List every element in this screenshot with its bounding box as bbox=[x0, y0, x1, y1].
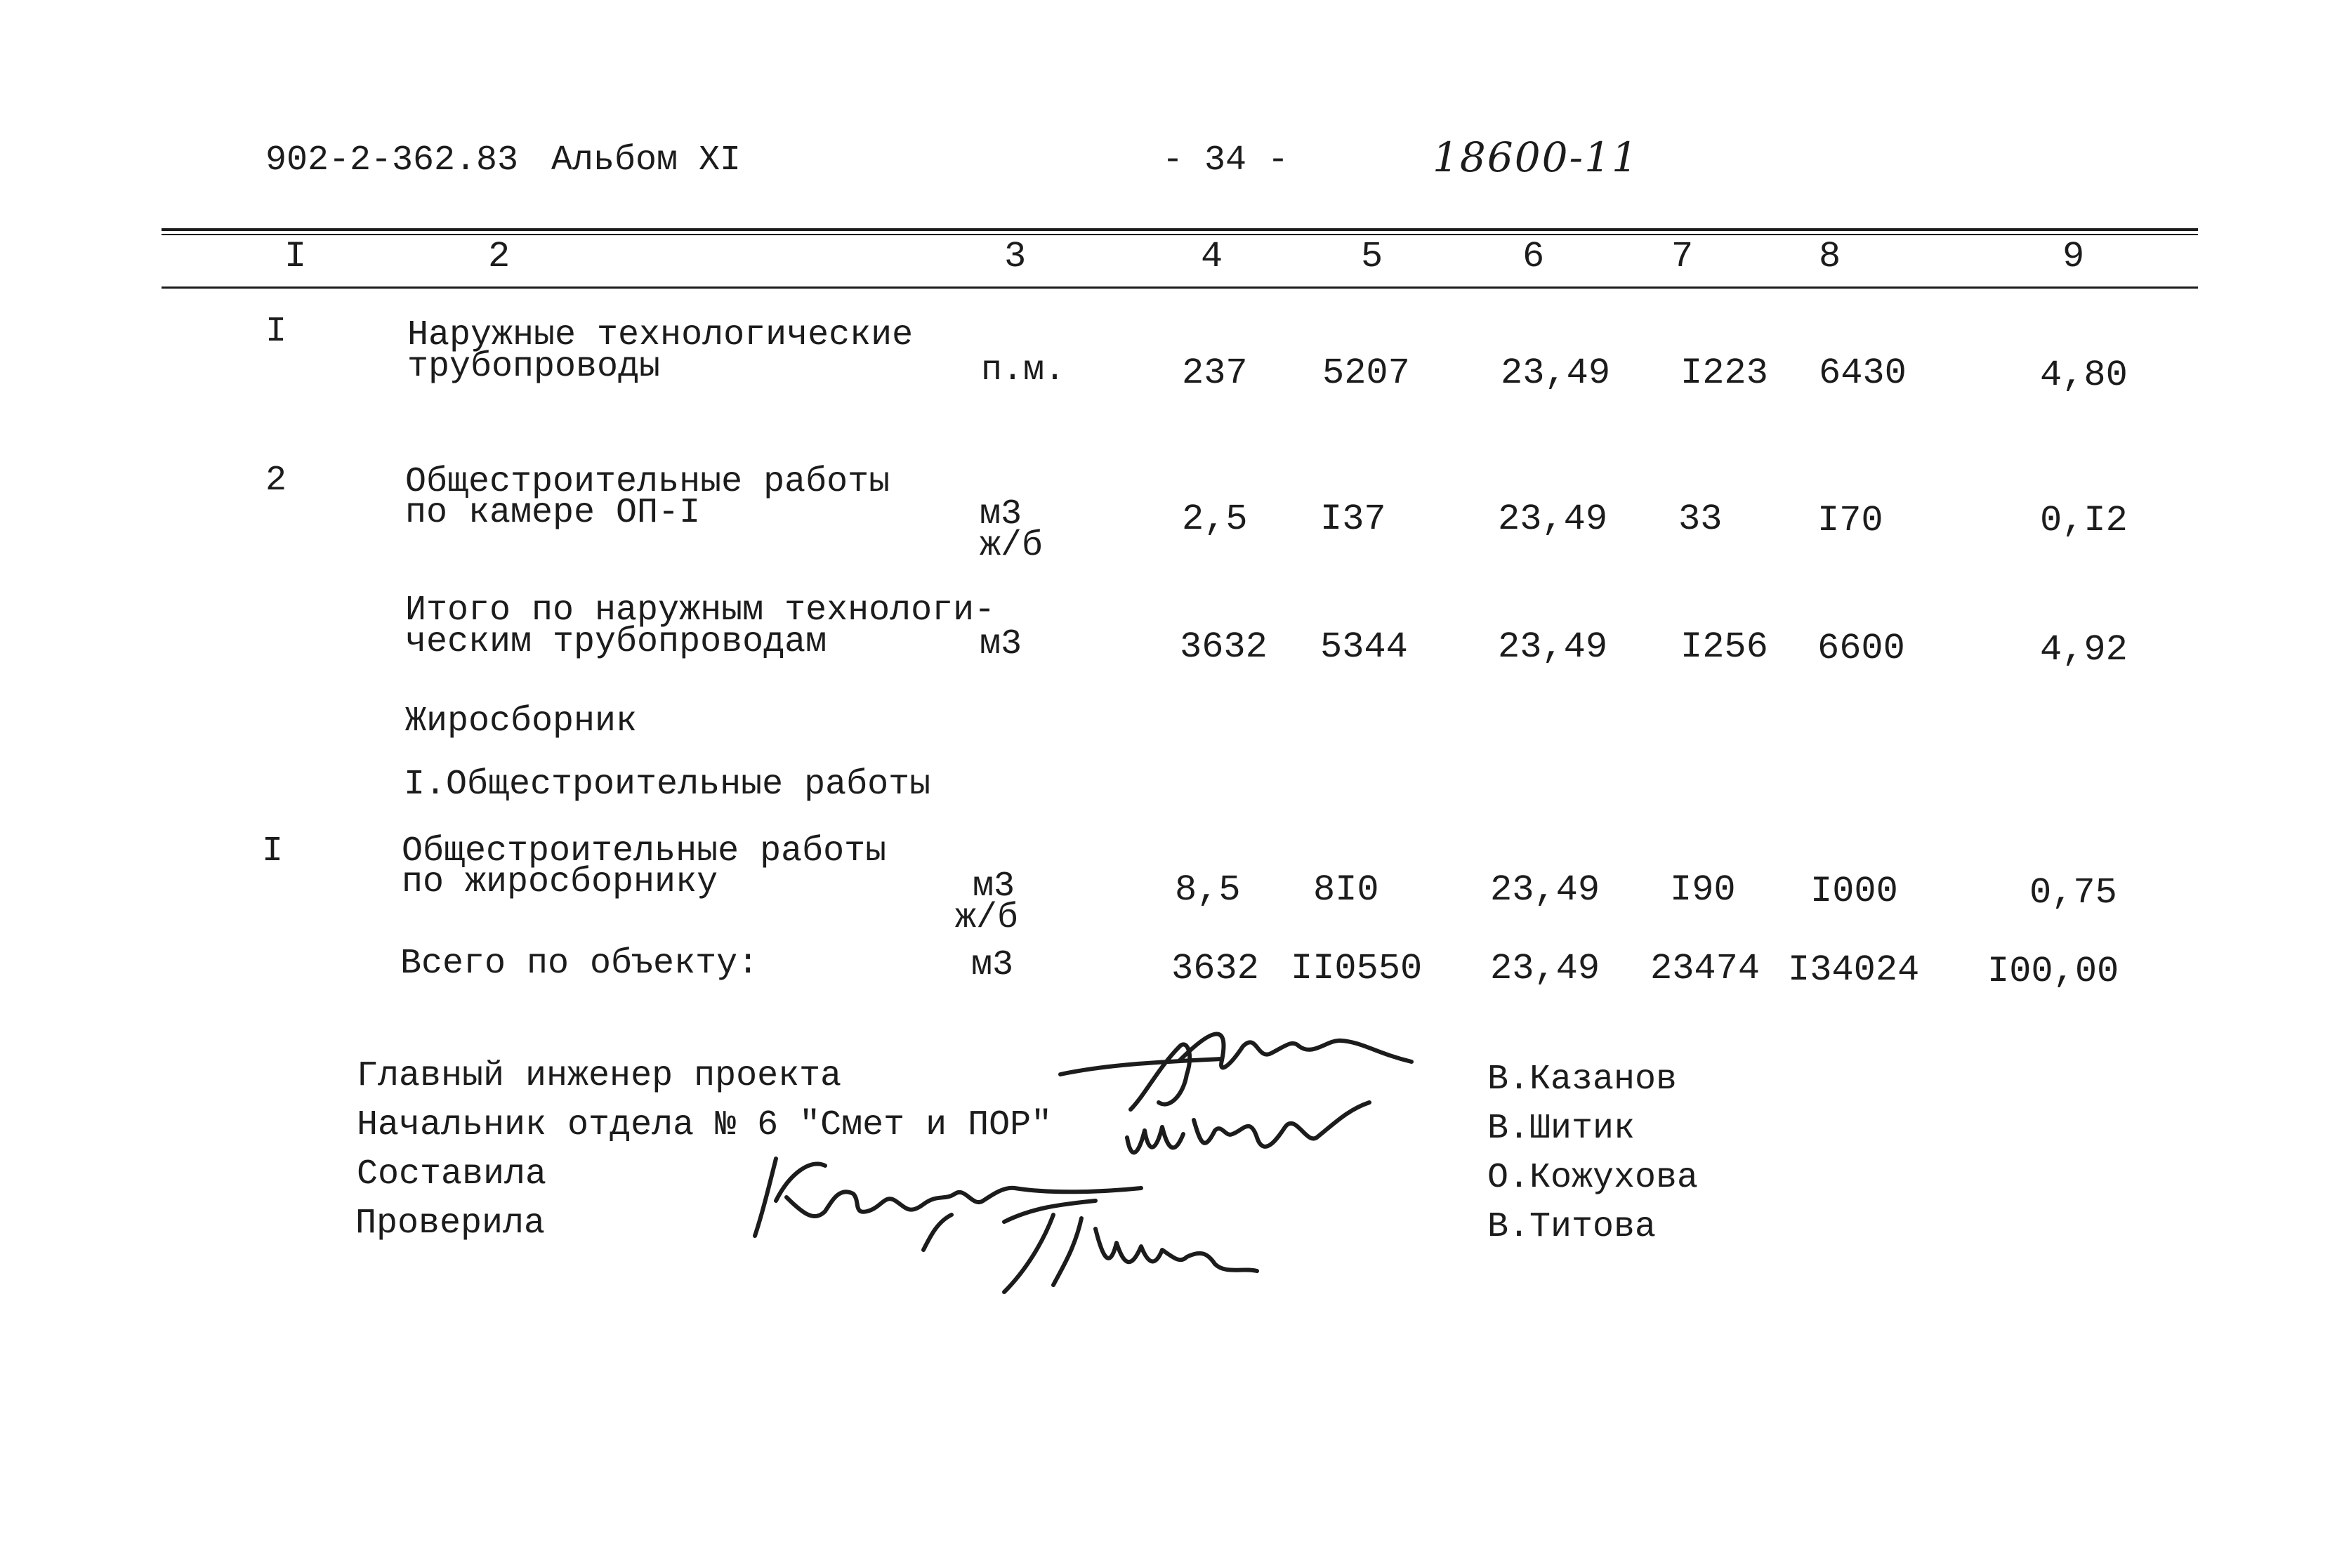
page-number: - 34 - bbox=[1162, 140, 1289, 180]
col-number-8: 8 bbox=[1819, 236, 1841, 277]
table-row-5-col9: I00,00 bbox=[1987, 951, 2119, 992]
table-row-4-col5: 8I0 bbox=[1313, 869, 1379, 911]
table-row-4-col9: 0,75 bbox=[2029, 872, 2117, 914]
col-number-1: I bbox=[284, 236, 307, 277]
table-row-4-unit-extra: ж/б bbox=[955, 898, 1019, 938]
table-row-4-name-line-1: Общестроительные работы bbox=[402, 831, 887, 871]
table-row-3-name-line-2: ческим трубопроводам bbox=[405, 622, 827, 662]
signature-role-department-head: Начальник отдела № 6 "Смет и ПОР" bbox=[357, 1105, 1053, 1145]
table-row-1-col7: I223 bbox=[1680, 353, 1768, 394]
section-title-zhirosbornik: Жиросборник bbox=[405, 701, 638, 742]
table-row-3-col8: 6600 bbox=[1817, 628, 1905, 669]
table-top-rule-thin bbox=[162, 234, 2198, 235]
table-row-4-no: I bbox=[262, 831, 284, 871]
col-number-2: 2 bbox=[488, 236, 511, 277]
section-title-obshchestroitelnye: I.Общестроительные работы bbox=[404, 765, 931, 805]
table-row-4-col7: I90 bbox=[1670, 869, 1736, 911]
table-row-4-name-line-2: по жиросборнику bbox=[402, 862, 718, 902]
table-row-5-col4: 3632 bbox=[1171, 948, 1259, 989]
table-row-2-no: 2 bbox=[265, 461, 287, 501]
table-row-4-col8: I000 bbox=[1810, 871, 1898, 912]
table-row-5-name: Всего по объекту: bbox=[400, 944, 759, 984]
table-row-4-col4: 8,5 bbox=[1175, 869, 1241, 911]
col-number-5: 5 bbox=[1361, 236, 1383, 277]
table-row-1-col6: 23,49 bbox=[1501, 353, 1611, 394]
doc-code: 902-2-362.83 bbox=[265, 140, 519, 180]
signature-role-checked-by: Проверила bbox=[355, 1204, 546, 1244]
table-row-4-unit: м3 bbox=[973, 867, 1015, 907]
table-row-3-name-line-1: Итого по наружным технологи- bbox=[405, 591, 996, 631]
col-number-3: 3 bbox=[1004, 236, 1027, 277]
table-row-5-col7: 23474 bbox=[1650, 948, 1760, 989]
col-number-4: 4 bbox=[1201, 236, 1223, 277]
table-row-3-col4: 3632 bbox=[1180, 626, 1268, 668]
table-row-1-col8: 6430 bbox=[1819, 353, 1907, 394]
table-row-2-name-line-1: Общестроительные работы bbox=[405, 462, 890, 502]
table-header-bottom-rule bbox=[162, 286, 2198, 289]
table-row-1-unit: п.м. bbox=[981, 350, 1066, 390]
signature-role-chief-engineer: Главный инженер проекта bbox=[357, 1056, 842, 1096]
table-row-2-col5: I37 bbox=[1320, 499, 1386, 540]
table-row-5-unit: м3 bbox=[971, 945, 1014, 985]
table-row-1-col9: 4,80 bbox=[2040, 355, 2128, 396]
table-row-2-col6: 23,49 bbox=[1498, 499, 1608, 540]
handwritten-signature-titova bbox=[976, 1187, 1271, 1299]
table-row-1-col5: 5207 bbox=[1322, 353, 1410, 394]
table-row-4-col6: 23,49 bbox=[1490, 869, 1600, 911]
table-row-2-name-line-2: по камере ОП-I bbox=[405, 493, 701, 533]
table-top-rule bbox=[162, 228, 2198, 231]
table-row-5-col5: II0550 bbox=[1291, 948, 1423, 989]
signature-name-titova: В.Титова bbox=[1487, 1207, 1657, 1247]
album-label: Альбом XI bbox=[551, 140, 742, 180]
signature-name-kazanov: В.Казанов bbox=[1487, 1060, 1678, 1100]
table-row-2-col9: 0,I2 bbox=[2040, 500, 2128, 541]
signature-name-kozhukhova: О.Кожухова bbox=[1487, 1158, 1699, 1198]
table-row-3-col7: I256 bbox=[1680, 626, 1768, 668]
table-row-3-col9: 4,92 bbox=[2040, 629, 2128, 671]
signature-name-shitik: В.Шитик bbox=[1487, 1109, 1635, 1149]
handwritten-number: 18600-11 bbox=[1433, 133, 1639, 181]
table-row-1-col4: 237 bbox=[1182, 353, 1248, 394]
table-row-2-col4: 2,5 bbox=[1182, 499, 1248, 540]
table-row-2-unit: м3 bbox=[980, 494, 1022, 534]
table-row-1-name-line-2: трубопроводы bbox=[407, 347, 661, 387]
table-row-5-col8: I34024 bbox=[1788, 949, 1920, 991]
table-row-3-col6: 23,49 bbox=[1498, 626, 1608, 668]
table-row-2-col7: 33 bbox=[1678, 499, 1723, 540]
col-number-7: 7 bbox=[1671, 236, 1694, 277]
table-row-2-unit-extra: ж/б bbox=[980, 526, 1044, 566]
col-number-9: 9 bbox=[2062, 236, 2085, 277]
table-row-3-unit: м3 bbox=[980, 624, 1022, 664]
table-row-5-col6: 23,49 bbox=[1490, 948, 1600, 989]
table-row-1-name-line-1: Наружные технологические bbox=[407, 315, 914, 355]
col-number-6: 6 bbox=[1522, 236, 1545, 277]
table-row-3-col5: 5344 bbox=[1320, 626, 1408, 668]
signature-role-compiled-by: Составила bbox=[357, 1154, 547, 1194]
table-row-2-col8: I70 bbox=[1817, 500, 1883, 541]
table-row-1-no: I bbox=[265, 312, 287, 352]
